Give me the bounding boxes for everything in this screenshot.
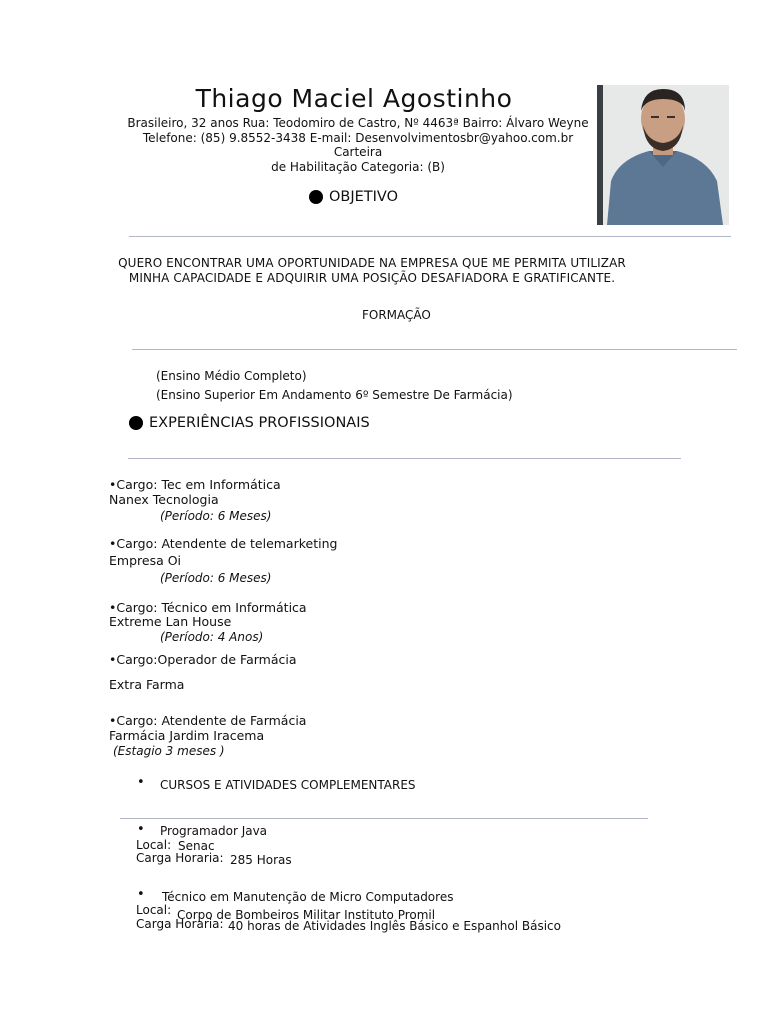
- job-period: (Período: 4 Anos): [160, 630, 264, 644]
- course-hours: 285 Horas: [230, 853, 292, 867]
- course-title: Técnico em Manutenção de Micro Computadores: [162, 890, 454, 904]
- course-hours-label: Carga Horaria:: [136, 917, 224, 931]
- job-company: Extra Farma: [109, 677, 185, 692]
- job-role: •Cargo: Atendente de Farmácia: [109, 713, 307, 728]
- course-local: Senac: [178, 839, 215, 853]
- job-company: Farmácia Jardim Iracema: [109, 728, 265, 743]
- bullet-icon: •: [137, 887, 145, 902]
- candidate-name: Thiago Maciel Agostinho: [195, 84, 513, 113]
- course-local-label: Local:: [136, 903, 172, 917]
- objective-line: QUERO ENCONTRAR UMA OPORTUNIDADE NA EMPRESA QUE ME PERMITA UTILIZAR: [118, 256, 626, 270]
- section-divider: [128, 458, 681, 459]
- objective-heading: [309, 189, 398, 205]
- personal-info: [118, 116, 598, 174]
- section-divider: [120, 818, 648, 819]
- bullet-icon: •: [137, 775, 145, 790]
- personal-info-line: Brasileiro, 32 anos Rua: Teodomiro de Castro, Nº 4463ª Bairro: Álvaro Weyne: [127, 116, 589, 130]
- job-period: (Período: 6 Meses): [160, 571, 272, 585]
- job-role: •Cargo: Técnico em Informática: [109, 600, 307, 615]
- education-item: (Ensino Superior Em Andamento 6º Semestre De Farmácia): [156, 388, 513, 402]
- course-local-label: Local:: [136, 838, 172, 852]
- job-company: Nanex Tecnologia: [109, 492, 219, 507]
- course-hours: 40 horas de Atividades Inglês Básico e Espanhol Básico: [228, 919, 561, 933]
- bullet-dot-icon: [129, 416, 143, 430]
- education-item: (Ensino Médio Completo): [156, 369, 307, 383]
- section-divider: [132, 349, 737, 350]
- experience-heading-label: EXPERIÊNCIAS PROFISSIONAIS: [149, 415, 370, 431]
- job-company: Extreme Lan House: [109, 614, 232, 629]
- education-heading: FORMAÇÃO: [362, 308, 431, 322]
- objective-heading-label: OBJETIVO: [329, 189, 399, 205]
- job-role: •Cargo:Operador de Farmácia: [109, 652, 297, 667]
- job-period: (Estagio 3 meses ): [113, 744, 225, 758]
- profile-photo: [597, 85, 729, 225]
- course-title: Programador Java: [160, 824, 268, 838]
- personal-info-line: Telefone: (85) 9.8552-3438 E-mail: Desenvolvimentosbr@yahoo.com.br Carteira: [142, 130, 574, 159]
- job-company: Empresa Oi: [109, 553, 182, 568]
- courses-heading: CURSOS E ATIVIDADES COMPLEMENTARES: [160, 778, 416, 792]
- course-local: Corpo de Bombeiros Militar Instituto Promil: [177, 908, 436, 922]
- bullet-icon: •: [137, 822, 145, 837]
- objective-line: MINHA CAPACIDADE E ADQUIRIR UMA POSIÇÃO DESAFIADORA E GRATIFICANTE.: [128, 270, 616, 285]
- objective-text: [112, 256, 632, 285]
- bullet-dot-icon: [309, 190, 323, 204]
- section-divider: [129, 236, 731, 237]
- job-role: •Cargo: Atendente de telemarketing: [109, 536, 338, 551]
- experience-heading: [129, 415, 370, 431]
- course-hours-label: Carga Horaria:: [136, 851, 224, 865]
- personal-info-line: de Habilitação Categoria: (B): [271, 159, 445, 174]
- job-period: (Período: 6 Meses): [160, 509, 272, 523]
- portrait-illustration: [597, 85, 729, 225]
- job-role: •Cargo: Tec em Informática: [109, 477, 281, 492]
